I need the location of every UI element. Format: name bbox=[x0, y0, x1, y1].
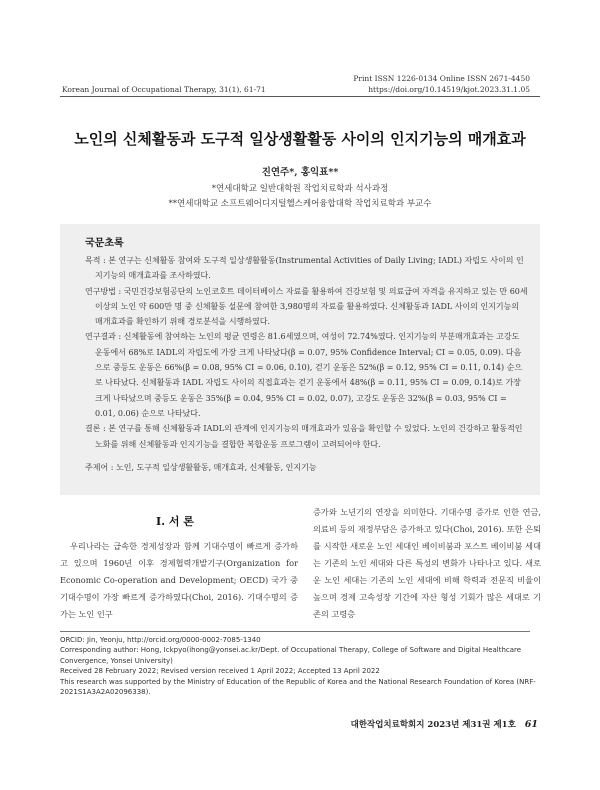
abstract-purpose: 목적 : 본 연구는 신체활동 참여와 도구적 일상생활활동(Instrumental Activities of Daily Living; IADL) 자립도 사이의 인지기능의 매개효과를 조사하였다. bbox=[85, 256, 524, 281]
abstract-keywords: 주제어 : 노인, 도구적 일상생활활동, 매개효과, 신체활동, 인지기능 bbox=[85, 462, 317, 472]
author-list: 진연주*, 홍익표** bbox=[261, 167, 339, 178]
affiliation-1: *연세대학교 일반대학원 작업치료학과 석사과정 bbox=[211, 184, 389, 194]
footnote-rule bbox=[60, 631, 530, 632]
journal-footer-text: 대한작업치료학회지 2023년 제31권 제1호 bbox=[350, 720, 516, 730]
doi-link[interactable]: https://doi.org/10.14519/kjot.2023.31.1.05 bbox=[368, 85, 530, 94]
body-column-right bbox=[313, 504, 541, 623]
footnote-funding: This research was supported by the Ministry of Education of the Republic of Korea and the National Research Foundation of Korea (NRF-2021S1A3A2A02096338). bbox=[60, 677, 536, 697]
intro-paragraph-right: 증가와 노년기의 연장을 의미한다. 기대수명 증가로 인한 연금, 의료비 등의 재정부담은 증가하고 있다(Choi, 2016). 또한 은퇴를 시작한 새로운 노인 세대인 베이비붐과 포스트 베이비붐 세대는 기존의 노인 세대와 다른 특성의 변화가 나타나고 있다. 새로운 노인 세대는 기존의 노인 세대에 비해 학력과 전문직 비율이 높으며 경제 고속성장 기간에 자산 형성 기회가 많은 세대로 기존의 고령층 bbox=[313, 507, 541, 619]
section-heading-intro: Ⅰ. 서 론 bbox=[156, 515, 194, 528]
abstract-methods: 연구방법 : 국민건강보험공단의 노인코호트 데이터베이스 자료를 활용하여 건강보험 및 의료급여 자격을 유지하고 있는 만 60세 이상의 노인 약 600만 명 중 신체활동 설문에 참여한 3,980명의 자료를 활용하였다. 신체활동과 IADL 사이의 인지기능의 매개효과를 확인하기 위해 경로분석을 시행하였다. bbox=[85, 286, 528, 327]
footnote-orcid: ORCID: Jin, Yeonju, http://orcid.org/0000-0002-7085-1340 bbox=[60, 636, 261, 644]
footnote-received: Received 28 February 2022; Revised version received 1 April 2022; Accepted 13 April 2022 bbox=[60, 667, 380, 676]
footnote-corresponding-author: Corresponding author: Hong, Ickpyo(ihong@yonsei.ac.kr/Dept. of Occupational Therapy, College of Software and Digital Healthcare Convergence, Yonsei University) bbox=[60, 646, 522, 665]
issn-line: Print ISSN 1226-0134 Online ISSN 2671-4450 bbox=[353, 74, 530, 83]
header-rule bbox=[60, 96, 540, 97]
intro-paragraph-left: 우리나라는 급속한 경제성장과 함께 기대수명이 빠르게 증가하고 있으며 1960년 이후 경제협력개발기구(Organization for Economic Co-operation and Development; OECD) 국가 중 기대수명이 가장 빠르게 증가하였다(Choi, 2016). 기대수명의 증가는 노인 인구 bbox=[60, 541, 298, 619]
issn-doi-block bbox=[353, 73, 530, 95]
body-column-left bbox=[60, 538, 298, 623]
affiliation-2: **연세대학교 소프트웨어디지털헬스케어융합대학 작업치료학과 부교수 bbox=[168, 199, 432, 209]
journal-footer bbox=[351, 718, 538, 730]
footnotes bbox=[60, 635, 550, 697]
journal-citation: Korean Journal of Occupational Therapy, 31(1), 61-71 bbox=[62, 85, 266, 94]
abstract-heading: 국문초록 bbox=[85, 238, 124, 249]
paper-title: 노인의 신체활동과 도구적 일상생활활동 사이의 인지기능의 매개효과 bbox=[74, 130, 526, 148]
abstract-results: 연구결과 : 신체활동에 참여하는 노인의 평균 연령은 81.6세였으며, 여성이 72.74%였다. 인지기능의 부분매개효과는 고강도 운동에서 68%로 IADL의 자립도에 가장 크게 나타났다(β = 0.07, 95% Confidence Interval; CI = 0.05, 0.09). 다음으로 중등도 운동은 66%(β = 0.08, 95% CI = 0.06, 0.10), 걷기 운동은 52%(β = 0.12, 95% CI = 0.11, 0.14) 순으로 나타났다. 신체활동과 IADL 자립도 사이의 직접효과는 걷기 운동에서 48%(β = 0.11, 95% CI = 0.09, 0.14)로 가장 크게 나타났으며 중등도 운동은 35%(β = 0.04, 95% CI = 0.02, 0.07), 고강도 운동은 32%(β = 0.03, 95% CI = 0.01, 0.06) 순으로 나타났다. bbox=[85, 332, 523, 418]
page-number: 61 bbox=[524, 719, 538, 730]
abstract-conclusion: 결론 : 본 연구를 통해 신체활동과 IADL의 관계에 인지기능의 매개효과가 있음을 확인할 수 있었다. 노인의 건강하고 활동적인 노화를 위해 신체활동과 인지기능을 결합한 복합운동 프로그램이 고려되어야 한다. bbox=[85, 424, 523, 449]
abstract-box bbox=[60, 224, 540, 495]
